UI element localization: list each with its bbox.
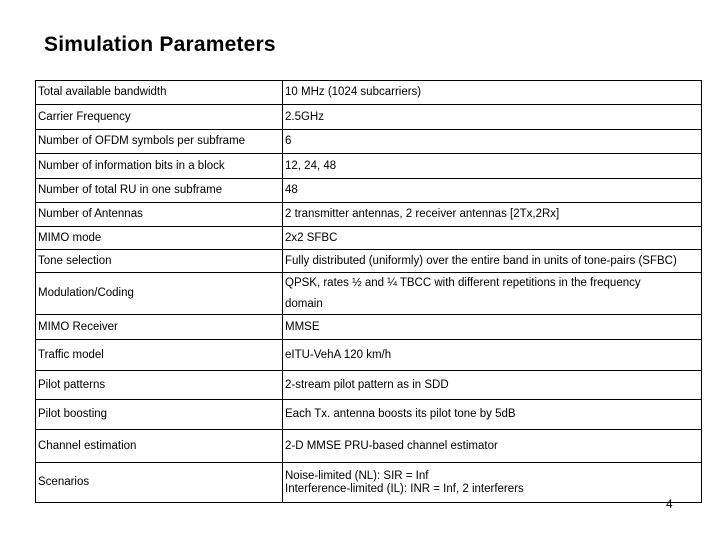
parameter-value-cell: eITU-VehA 120 km/h (283, 340, 702, 371)
scenario-noise-limited: Noise-limited (NL): SIR = Inf (285, 469, 429, 482)
table-row (36, 179, 702, 203)
table-row (36, 371, 702, 400)
parameter-value-cell: 48 (283, 179, 702, 203)
parameter-name-cell: Number of Antennas (36, 203, 283, 227)
tone-selection-value: Fully distributed (uniformly) over the entire band in units of tone-pairs (SFBC) (285, 254, 677, 267)
table-row (36, 273, 702, 315)
table-row (36, 81, 702, 105)
parameter-value-cell: 6 (283, 130, 702, 154)
parameter-name-cell: Number of total RU in one subframe (36, 179, 283, 203)
parameter-value-cell: 2.5GHz (283, 105, 702, 130)
table-row (36, 400, 702, 430)
parameter-name-cell: Scenarios (36, 463, 283, 503)
parameter-value-cell (283, 273, 702, 315)
parameter-value-cell: Each Tx. antenna boosts its pilot tone by 5dB (283, 400, 702, 430)
table-row (36, 130, 702, 154)
table-row (36, 430, 702, 463)
parameter-name-cell: Pilot patterns (36, 371, 283, 400)
parameter-name-cell: Pilot boosting (36, 400, 283, 430)
simulation-parameters-table (35, 80, 702, 503)
parameter-name-cell: MIMO Receiver (36, 315, 283, 340)
modulation-value-line1: QPSK, rates ½ and ¼ TBCC with different repetitions in the frequency (285, 276, 641, 289)
slide-title: Simulation Parameters (44, 33, 276, 56)
table-row (36, 227, 702, 250)
modulation-value-line2: domain (285, 297, 323, 310)
page-number: 4 (666, 497, 673, 511)
parameter-value-cell: 2-D MMSE PRU-based channel estimator (283, 430, 702, 463)
parameter-value-cell (283, 463, 702, 503)
parameter-value-cell: MMSE (283, 315, 702, 340)
table-row (36, 203, 702, 227)
parameter-name-cell: MIMO mode (36, 227, 283, 250)
parameter-name-cell: Modulation/Coding (36, 273, 283, 315)
parameter-name-cell: Total available bandwidth (36, 81, 283, 105)
parameter-name-cell: Channel estimation (36, 430, 283, 463)
parameter-name-cell: Number of information bits in a block (36, 154, 283, 179)
table-row (36, 154, 702, 179)
table-row (36, 105, 702, 130)
scenario-interference-limited: Interference-limited (IL): INR = Inf, 2 interferers (285, 482, 524, 495)
parameter-value-cell (283, 250, 702, 273)
parameter-value-cell: 2x2 SFBC (283, 227, 702, 250)
parameter-value-cell: 12, 24, 48 (283, 154, 702, 179)
table-row (36, 463, 702, 503)
parameter-name-cell: Carrier Frequency (36, 105, 283, 130)
parameter-name-cell: Tone selection (36, 250, 283, 273)
parameter-value-cell: 10 MHz (1024 subcarriers) (283, 81, 702, 105)
parameter-name-cell: Traffic model (36, 340, 283, 371)
parameter-value-cell: 2-stream pilot pattern as in SDD (283, 371, 702, 400)
parameter-name-cell: Number of OFDM symbols per subframe (36, 130, 283, 154)
table-row (36, 340, 702, 371)
table-row (36, 250, 702, 273)
table-row (36, 315, 702, 340)
parameter-value-cell: 2 transmitter antennas, 2 receiver antennas [2Tx,2Rx] (283, 203, 702, 227)
